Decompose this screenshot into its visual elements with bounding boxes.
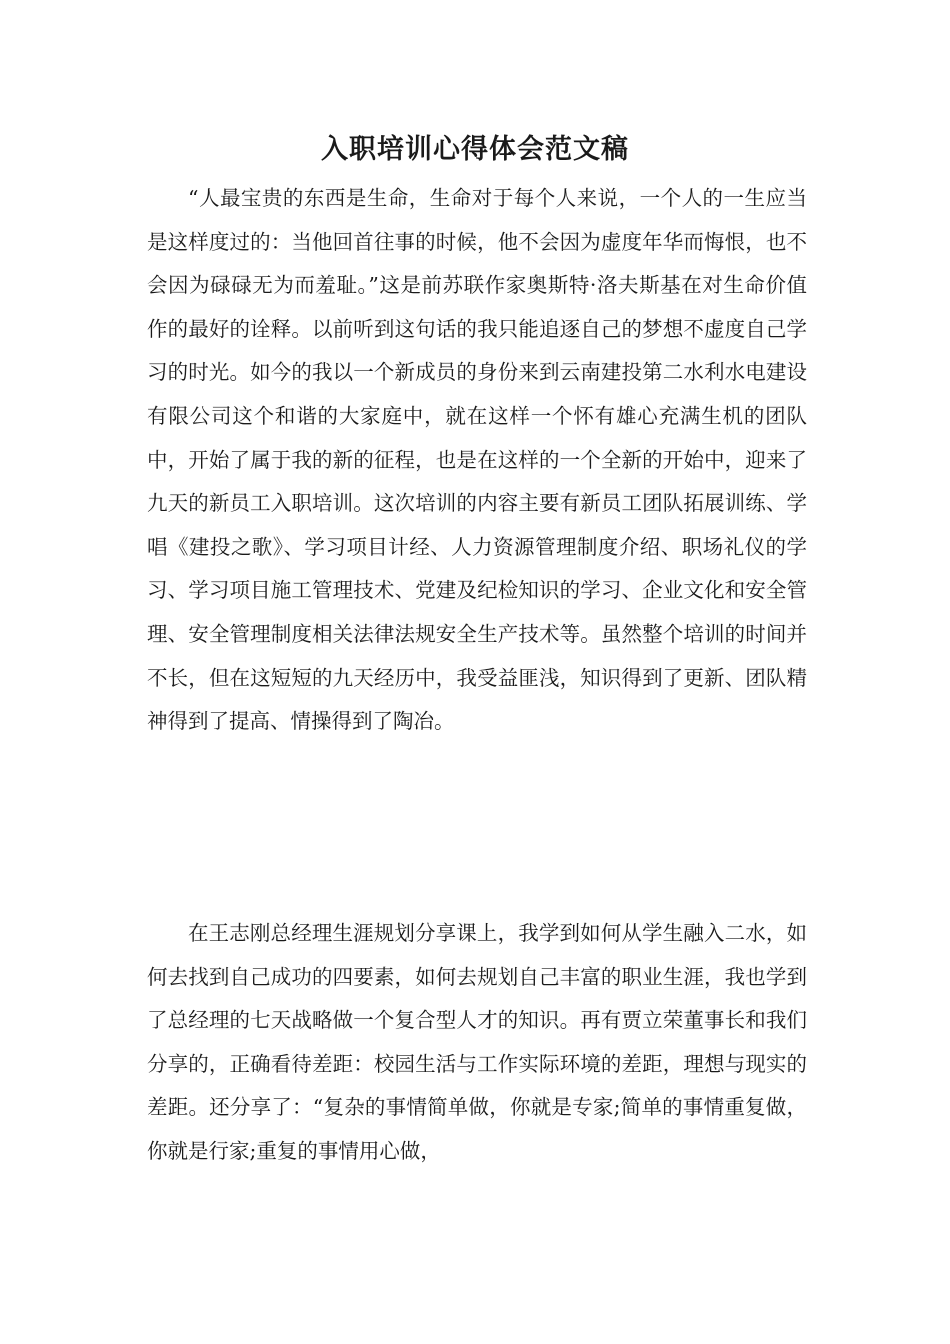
paragraph-2: 在王志刚总经理生涯规划分享课上，我学到如何从学生融入二水，如何去找到自己成功的四要素，如何去规划自己丰富的职业生涯，我也学到了总经理的七天战略做一个复合型人才的知识。再有贾立荣董事长和我们分享的，正确看待差距：校园生活与工作实际环境的差距，理想与现实的差距。还分享了：“复杂的事情简单做，你就是专家;简单的事情重复做，你就是行家;重复的事情用心做， xyxy=(147,921,807,1163)
document-title: 入职培训心得体会范文稿 xyxy=(321,134,629,165)
paragraph-1: “人最宝贵的东西是生命，生命对于每个人来说，一个人的一生应当是这样度过的：当他回首往事的时候，他不会因为虚度年华而悔恨，也不会因为碌碌无为而羞耻。”这是前苏联作家奥斯特·洛夫斯基在对生命价值作的最好的诠释。以前听到这句话的我只能追逐自己的梦想不虚度自己学习的时光。如今的我以一个新成员的身份来到云南建投第二水利水电建设有限公司这个和谐的大家庭中，就在这样一个怀有雄心充满生机的团队中，开始了属于我的新的征程，也是在这样的一个全新的开始中，迎来了九天的新员工入职培训。这次培训的内容主要有新员工团队拓展训练、学唱《建投之歌》、学习项目计经、人力资源管理制度介绍、职场礼仪的学习、学习项目施工管理技术、党建及纪检知识的学习、企业文化和安全管理、安全管理制度相关法律法规安全生产技术等。虽然整个培训的时间并不长，但在这短短的九天经历中，我受益匪浅，知识得到了更新、团队精神得到了提高、情操得到了陶冶。 xyxy=(147,186,807,734)
